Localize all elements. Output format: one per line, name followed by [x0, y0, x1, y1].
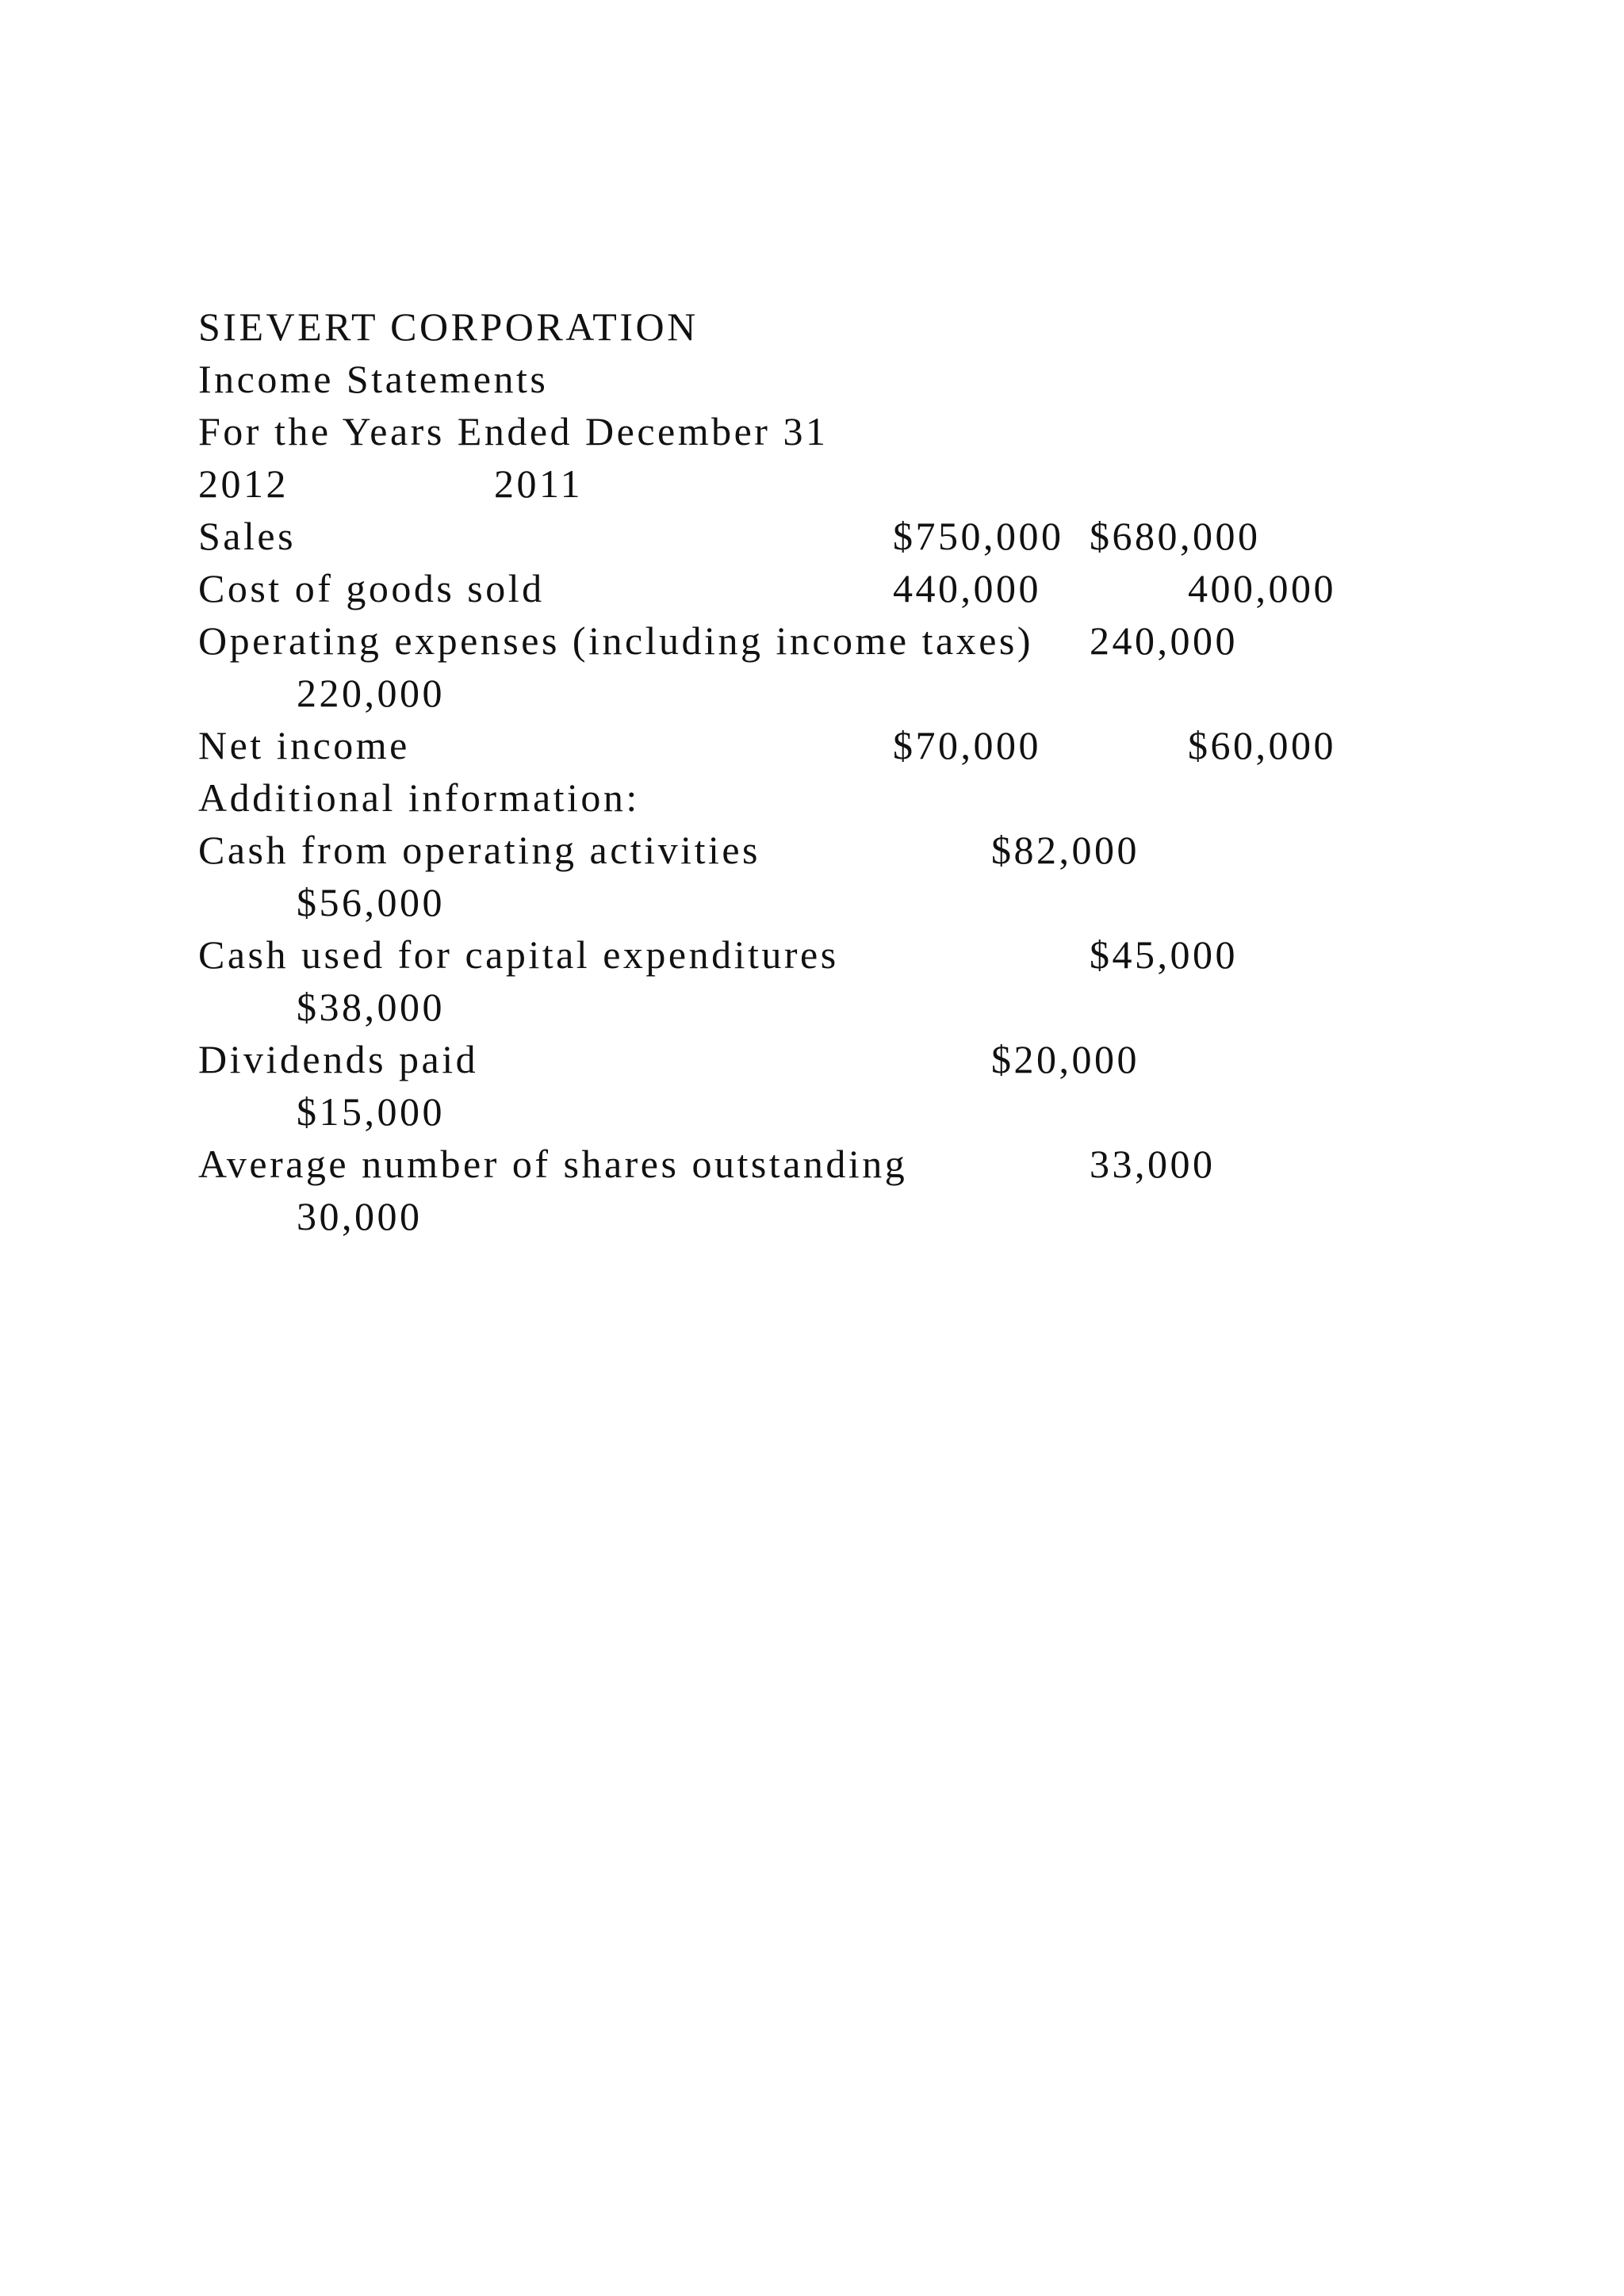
row-label-sales: Sales: [198, 514, 297, 558]
statement-title: Income Statements: [198, 357, 549, 401]
row-prior-cash-operating: $56,000: [297, 880, 445, 924]
row-label-cash-operating: Cash from operating activities: [198, 828, 761, 872]
company-name: SIEVERT CORPORATION: [198, 304, 699, 349]
row-prior-dividends: $15,000: [297, 1089, 445, 1134]
row-prior-sales: $680,000: [1090, 514, 1261, 558]
row-label-net-income: Net income: [198, 723, 410, 767]
row-label-cogs: Cost of goods sold: [198, 566, 545, 610]
row-current-net-income: $70,000: [893, 723, 1041, 767]
row-current-dividends: $20,000: [991, 1037, 1139, 1081]
row-current-capex: $45,000: [1090, 932, 1238, 977]
row-prior-opex: 220,000: [297, 671, 445, 715]
row-label-opex: Operating expenses (including income taxes): [198, 618, 1033, 663]
row-prior-cogs: 400,000: [1188, 566, 1336, 610]
row-current-shares: 33,000: [1090, 1142, 1216, 1186]
row-label-capex: Cash used for capital expenditures: [198, 932, 839, 977]
row-prior-shares: 30,000: [297, 1194, 423, 1238]
row-label-shares: Average number of shares outstanding: [198, 1142, 908, 1186]
row-current-cogs: 440,000: [893, 566, 1041, 610]
row-current-sales: $750,000: [893, 514, 1064, 558]
year-prior-header: 2011: [494, 461, 584, 506]
row-current-opex: 240,000: [1090, 618, 1238, 663]
row-prior-capex: $38,000: [297, 985, 445, 1029]
row-label-dividends: Dividends paid: [198, 1037, 479, 1081]
additional-heading: Additional information:: [198, 775, 640, 820]
year-current-header: 2012: [198, 461, 289, 506]
row-current-cash-operating: $82,000: [991, 828, 1139, 872]
statement-period: For the Years Ended December 31: [198, 409, 829, 453]
row-prior-net-income: $60,000: [1188, 723, 1336, 767]
